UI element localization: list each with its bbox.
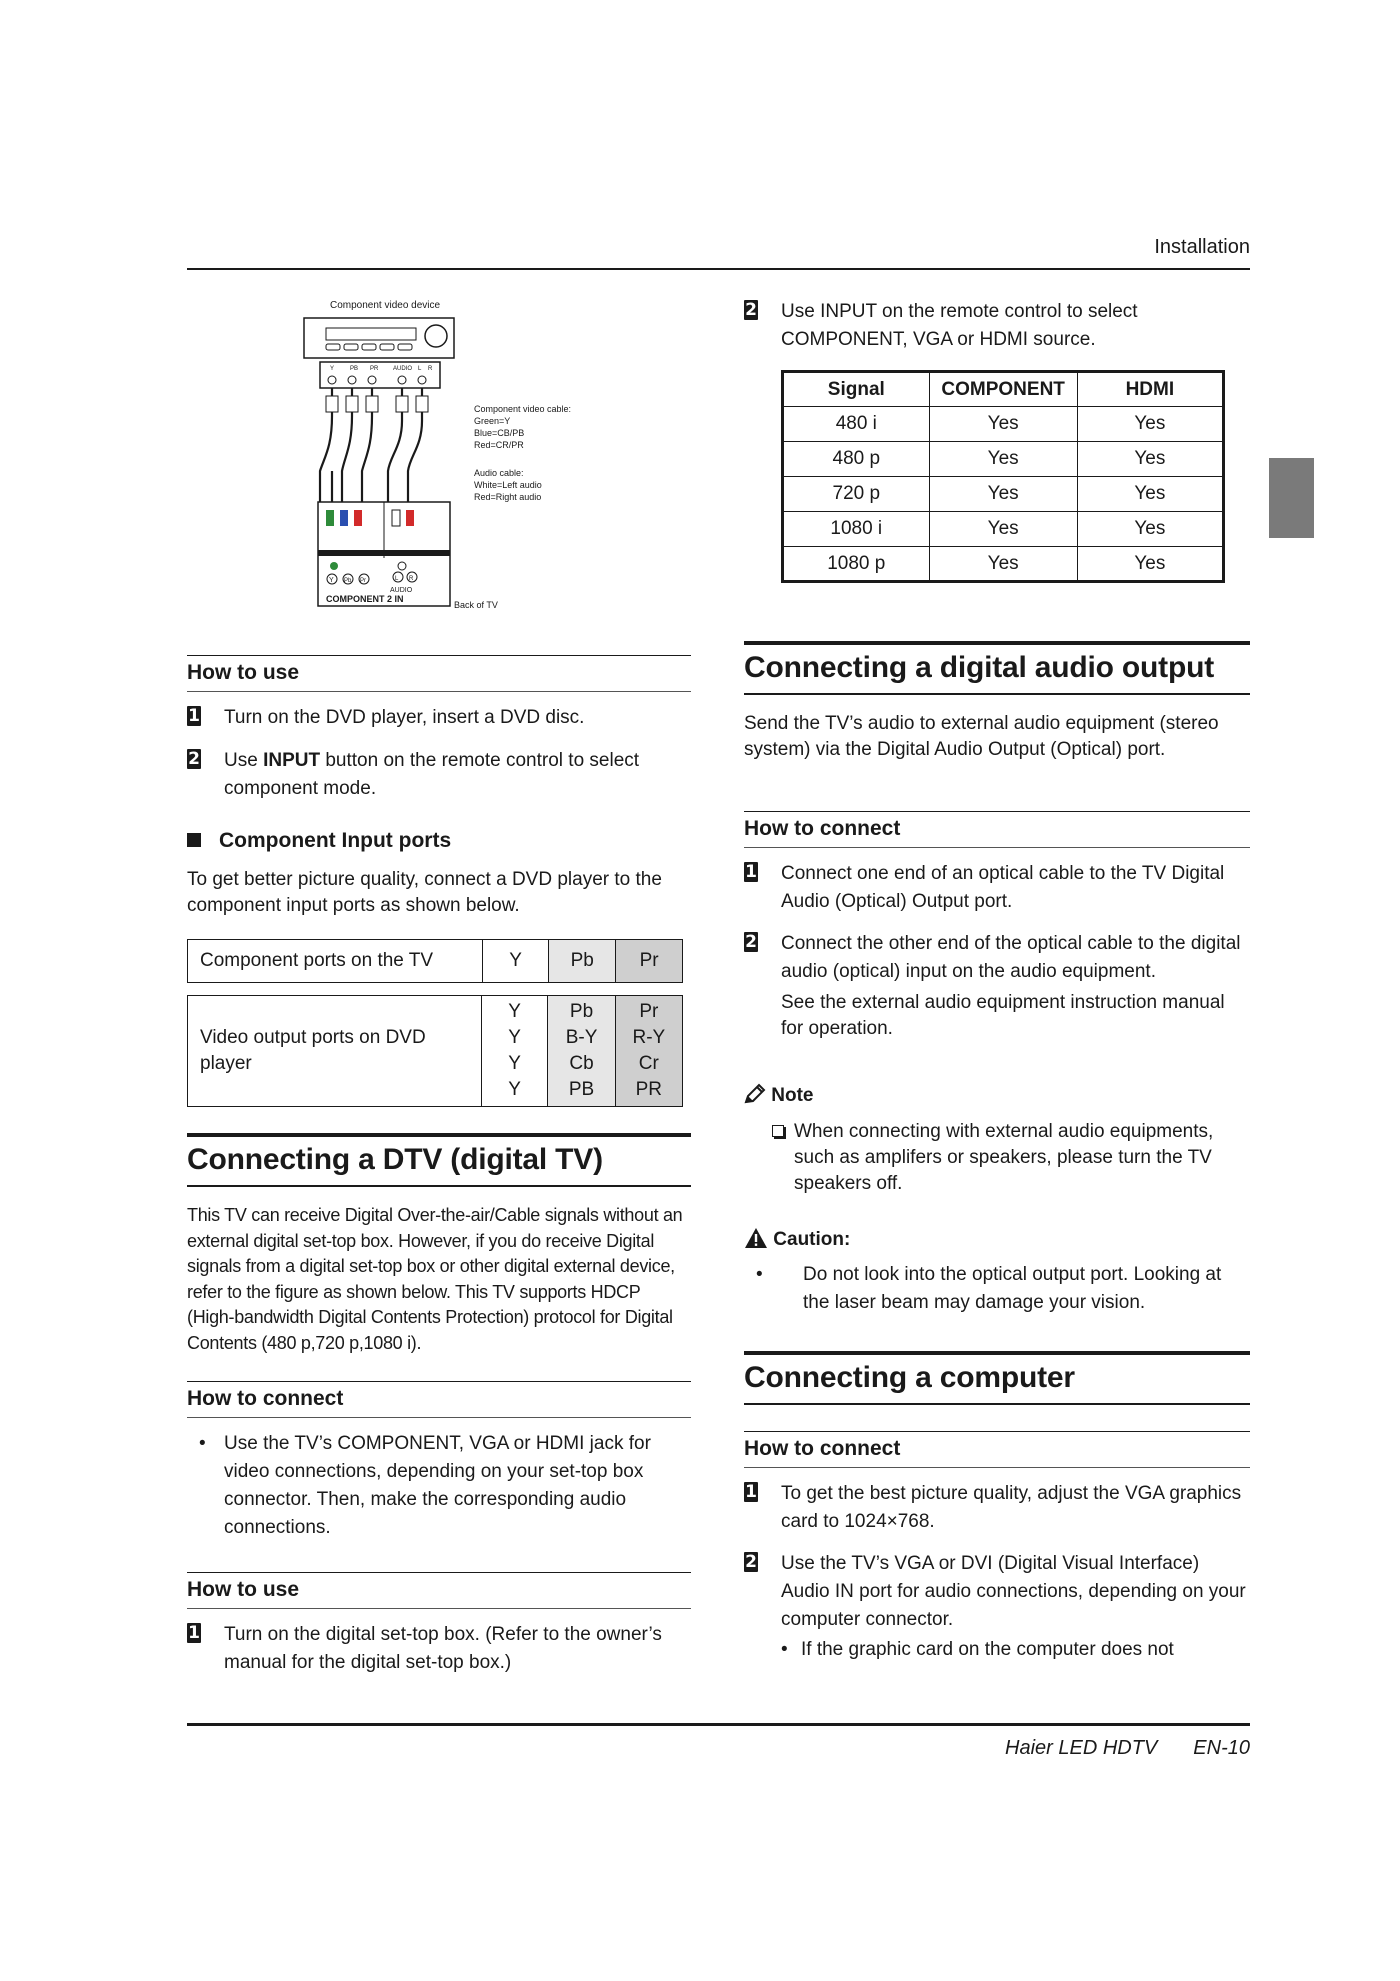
square-bullet-icon [187,833,201,847]
component-ports-heading [187,829,691,853]
step-number-2-icon: 2 [745,300,757,320]
dvd-output-ports-table [187,995,683,1107]
step-number-1-icon: 1 [188,706,200,726]
component-cell: Yes [929,442,1077,477]
cable-annotation-line: Blue=CB/PB [474,428,525,438]
step-text: Turn on the DVD player, insert a DVD disc. [224,707,585,728]
tv-jack-letter-pb: Pb [344,578,352,584]
hdmi-cell: Yes [1077,477,1223,512]
header-rule [187,268,1250,270]
hdmi-cell: Yes [1077,512,1223,547]
device-jack-label-audio: AUDIO [393,366,413,372]
step-text: Use INPUT on the remote control to select COMPONENT, VGA or HDMI source. [781,301,1138,350]
signal-table-header: COMPONENT [929,372,1077,407]
audio-connect-step-1 [744,860,1250,916]
component-ports-tv-table [187,939,683,983]
step-number-2-icon: 2 [188,749,200,769]
page-footer [1005,1737,1250,1760]
step-text-suffix: button on the remote control to select component mode. [224,750,640,799]
dvd-y-value: Y [508,1079,521,1100]
hdmi-cell: Yes [1077,407,1223,442]
how-to-use-step-1 [187,704,691,732]
step-extra-text: See the external audio equipment instruction manual for operation. [781,992,1225,1039]
footer-rule [187,1723,1250,1726]
dvd-pr-value: Cr [638,1053,659,1074]
dvd-pb-cell [548,996,615,1107]
dvd-ports-label: Video output ports on DVD player [188,996,482,1107]
tv-panel-label: COMPONENT 2 IN [326,594,404,604]
pencil-note-icon [744,1084,766,1104]
note-heading [744,1084,1250,1107]
step-number-1-icon: 1 [745,1482,757,1502]
note-item [744,1119,1250,1197]
computer-section-heading: Connecting a computer [744,1351,1250,1405]
dvd-pr-value: PR [635,1079,663,1100]
component-cell: Yes [929,547,1077,582]
bullet-dot-icon: • [781,1639,788,1660]
signal-cell: 1080 p [783,547,930,582]
step-text: Use the TV’s VGA or DVI (Digital Visual Interface) Audio IN port for audio connections, depending on your computer connector. [781,1553,1246,1630]
page-section-title: Installation [1154,236,1250,258]
chapter-tab-marker [1269,458,1314,538]
tv-audio-label: AUDIO [390,587,413,594]
component-cell: Yes [929,477,1077,512]
signal-table-header: HDMI [1077,372,1223,407]
audio-annotation-line: Audio cable: [474,468,524,478]
dvd-pb-value: B-Y [565,1027,598,1048]
how-to-use-heading: How to use [187,655,691,692]
right-column [744,298,1250,1664]
tv-ports-label: Component ports on the TV [188,940,483,983]
computer-connect-step-2 [744,1550,1250,1664]
signal-cell: 480 i [783,407,930,442]
device-jack-label-pr: PR [370,366,379,372]
table-row [783,547,1224,582]
hdmi-cell: Yes [1077,442,1223,477]
signal-cell: 720 p [783,477,930,512]
audio-connect-step-2 [744,930,1250,1042]
device-jack-label-y: Y [330,366,335,372]
dvd-pb-value: Pb [569,1001,594,1022]
audio-how-to-connect-heading: How to connect [744,811,1250,848]
how-to-use-step-2 [187,747,691,803]
step-number-1-icon: 1 [188,1622,200,1643]
note-heading-text: Note [771,1085,814,1106]
dtv-body: This TV can receive Digital Over-the-air/Cable signals without an external digital set-top box. However, if you do receive Digital signals from a digital set-top box or other digital external device, refer to the figure as shown below. This TV supports HDCP (High-bandwidth Digital Contents Protection) protocol for Digital Contents (480 p,720 p,1080 i). [187,1205,683,1353]
step-number-2-icon: 2 [745,1552,757,1572]
step-text: To get the best picture quality, adjust the VGA graphics card to 1024×768. [781,1483,1242,1532]
caution-heading-text: Caution: [773,1229,851,1250]
dtv-connect-bullet: • Use the TV’s COMPONENT, VGA or HDMI jack for video connections, depending on your set-top box connector. Then, make the corresponding audio connections. [187,1430,691,1542]
tv-jack-letter-l: L [395,576,399,582]
audio-annotation-line: Red=Right audio [474,492,542,502]
dvd-y-value: Y [508,1027,521,1048]
dtv-how-to-use-heading: How to use [187,1572,691,1609]
footer-page-number: EN-10 [1193,1737,1250,1759]
checkbox-bullet-icon [772,1125,784,1137]
computer-connect-step-1 [744,1480,1250,1536]
dvd-y-value: Y [508,1053,521,1074]
step-number-1-icon: 1 [745,862,757,882]
tv-port-y: Y [482,940,548,983]
dvd-pr-cell [615,996,682,1107]
dvd-y-cell [481,996,548,1107]
step-text: Turn on the digital set-top box. (Refer to the owner’s manual for the digital set-top box.) [224,1623,662,1673]
warning-triangle-icon [744,1227,768,1249]
dtv-section-heading: Connecting a DTV (digital TV) [187,1133,691,1187]
device-jack-label-pb: PB [350,366,359,372]
step-text-prefix: Use [224,750,264,771]
component-ports-heading-text: Component Input ports [219,829,452,852]
computer-how-to-connect-heading: How to connect [744,1431,1250,1468]
table-row [783,512,1224,547]
device-jack-label-l: L [418,366,422,372]
cable-annotation-line: Red=CR/PR [474,440,524,450]
dtv-use-step-1 [187,1621,691,1677]
note-item-text: When connecting with external audio equipments, such as amplifers or speakers, please turn the TV speakers off. [794,1121,1214,1194]
tv-port-pb: Pb [549,940,616,983]
caution-item [744,1261,1250,1317]
signal-table-header: Signal [783,372,930,407]
dvd-pr-value: R-Y [632,1027,666,1048]
caution-item-text: Do not look into the optical output port. Looking at the laser beam may damage your vision. [803,1264,1222,1313]
select-source-step-2 [744,298,1250,354]
step-text: Connect one end of an optical cable to the TV Digital Audio (Optical) Output port. [781,863,1225,912]
step-number-2-icon: 2 [745,932,757,952]
dvd-pb-value: PB [568,1079,595,1100]
component-cell: Yes [929,407,1077,442]
dvd-y-value: Y [508,1001,521,1022]
bullet-text: If the graphic card on the computer does not [801,1639,1174,1660]
component-cell: Yes [929,512,1077,547]
audio-annotation-line: White=Left audio [474,480,542,490]
dvd-pr-value: Pr [639,1001,659,1022]
signal-cell: 1080 i [783,512,930,547]
component-ports-intro: To get better picture quality, connect a DVD player to the component input ports as shown below. [187,869,662,916]
digital-audio-section-heading: Connecting a digital audio output [744,641,1250,695]
signal-cell: 480 p [783,442,930,477]
dvd-pb-value: Cb [569,1053,594,1074]
hdmi-cell: Yes [1077,547,1223,582]
table-row [783,477,1224,512]
cable-annotation-line: Component video cable: [474,404,572,414]
component-connection-diagram [290,296,572,614]
footer-product: Haier LED HDTV [1005,1737,1158,1759]
tv-jack-letter-y: Y [329,577,334,584]
computer-step2-bullet [781,1636,1250,1664]
step-text: Connect the other end of the optical cable to the digital audio (optical) input on the audio equipment. [781,933,1241,982]
dtv-how-to-connect-heading: How to connect [187,1381,691,1418]
tv-port-pr: Pr [616,940,683,983]
step-text-bold: INPUT [263,750,321,771]
tv-jack-letter-pr: Pr [360,578,366,584]
table-row [783,442,1224,477]
tv-jack-letter-r: R [409,576,414,582]
back-of-tv-label: Back of TV [454,600,498,610]
caution-heading [744,1227,1250,1251]
table-row [783,407,1224,442]
signal-support-table [781,370,1225,583]
cable-annotation-line: Green=Y [474,416,511,426]
digital-audio-body: Send the TV’s audio to external audio equipment (stereo system) via the Digital Audio Output (Optical) port. [744,713,1219,760]
device-jack-label-r: R [428,366,433,372]
left-column [187,655,691,1677]
diagram-device-label: Component video device [330,300,441,311]
